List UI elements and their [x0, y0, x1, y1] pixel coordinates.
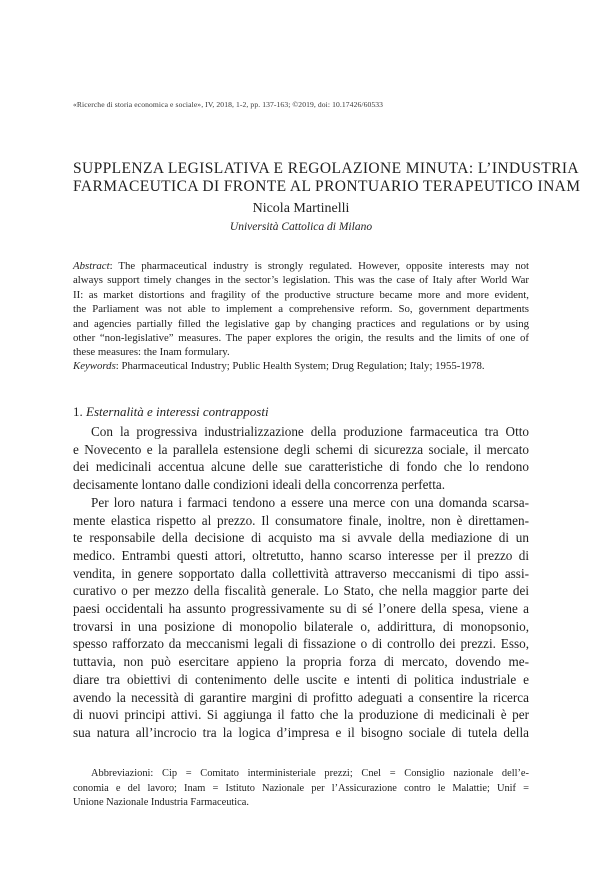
body-line: dei medicinali accentua alcune delle sue caratteristiche di fondo che lo rendono	[73, 459, 529, 475]
footnote-line: conomia e del lavoro; Inam = Istituto Nazionale per l’Assicurazione contro le Malattie; Unif =	[73, 782, 529, 794]
abstract-line: the Parliament was not able to implement a comprehensive reform. So, government departments	[73, 303, 529, 316]
body-line: mente elastica rispetto al prezzo. Il consumatore finale, inoltre, non è direttamen-	[73, 512, 529, 528]
title-line: FARMACEUTICA DI FRONTE AL PRONTUARIO TERAPEUTICO INAM	[73, 178, 581, 195]
abstract-line: these measures: the Inam formulary.	[73, 346, 230, 359]
body-line: di nuovi principi attivi. Si aggiunga il fatto che la produzione di medicinali è per	[73, 707, 529, 723]
body-line: Per loro natura i farmaci tendono a essere una merce con una domanda scarsa-	[91, 494, 529, 510]
keywords	[73, 359, 529, 373]
title-line: SUPPLENZA LEGISLATIVA E REGOLAZIONE MINUTA: L’INDUSTRIA	[73, 160, 579, 177]
abstract-line: II: as market distortions and fragility of the productive structure became more and more evident,	[73, 288, 529, 301]
body-line: diare tra obiettivi di contenimento delle uscite e intenti di politica industriale e	[73, 671, 529, 687]
body-line: tuttavia, non può esercitare appieno la propria forza di mercato, dovendo me-	[73, 654, 529, 670]
body-line: Con la progressiva industrializzazione della produzione farmaceutica tra Otto	[91, 424, 529, 439]
body-line: sua natura all’incrocio tra la logica d’impresa e il bisogno sociale di tutela della	[73, 724, 529, 740]
abstract-line: Abstract: The pharmaceutical industry is strongly regulated. However, opposite interests may not	[73, 260, 529, 272]
abstract-label: Abstract	[73, 260, 110, 272]
body-line: avendo la necessità di garantire margini di profitto adeguati a consentire la ricerca	[73, 689, 529, 705]
abstract-line: other “non-legislative” measures. The paper explores the origin, the results and the limits of one of	[73, 332, 529, 345]
body-line: te responsabile della decisione di acquisto ma si avvale della mediazione di un	[73, 530, 529, 546]
body-line: curativo o per mezzo della fiscalità generale. Lo Stato, che nella maggior parte dei	[73, 583, 529, 599]
footnote-line: Abbreviazioni: Cip = Comitato interministeriale prezzi; Cnel = Consiglio nazionale dell’e-	[91, 768, 529, 779]
author-affiliation: Università Cattolica di Milano	[229, 221, 373, 233]
body-line: medico. Entrambi questi attori, oltretutto, hanno scarso interesse per il prezzo di	[73, 547, 529, 563]
author-name: Nicola Martinelli	[252, 201, 350, 216]
keywords-label: Keywords	[73, 360, 116, 372]
abstract-line: and agencies partially filled the legislative gap by changing practices and regulations or by using	[73, 317, 529, 330]
body-line: decisamente lontano dalle condizioni ideali della concorrenza perfetta.	[73, 477, 446, 493]
section-title: Esternalità e interessi contrapposti	[86, 404, 269, 419]
article-title	[73, 160, 581, 196]
body-line: e Novecento e la parallela estensione degli schemi di sicurezza sociale, il mercato	[73, 441, 529, 457]
journal-citation: «Ricerche di storia economica e sociale», IV, 2018, 1-2, pp. 137-163; ©2019, doi: 10.17426/60533	[73, 100, 384, 109]
body-line: spesso rafforzato da meccanismi legali di fissazione o di controllo dei prezzi. Esso,	[73, 636, 529, 652]
footnote-line: Unione Nazionale Industria Farmaceutica.	[73, 797, 249, 808]
body-line: vendita, in genere sopportato dalla collettività attraverso meccanismi di tipo assi-	[73, 565, 529, 581]
section-heading	[73, 404, 529, 420]
section-number: 1.	[73, 404, 86, 419]
body-line: paesi occidentali ha assunto progressivamente su di sé l’onere della spesa, viene a	[73, 601, 529, 617]
abstract	[73, 259, 529, 360]
keywords-text: : Pharmaceutical Industry; Public Health System; Drug Regulation; Italy; 1955-1978.	[115, 360, 485, 372]
abstract-line: always support timely changes in the sector’s legislation. This was the case of Italy after World War	[73, 274, 529, 287]
body-line: trovarsi in una posizione di monopolio bilaterale o, addirittura, di monopsonio,	[73, 618, 529, 634]
footnote	[73, 767, 529, 811]
body-text	[73, 423, 529, 742]
